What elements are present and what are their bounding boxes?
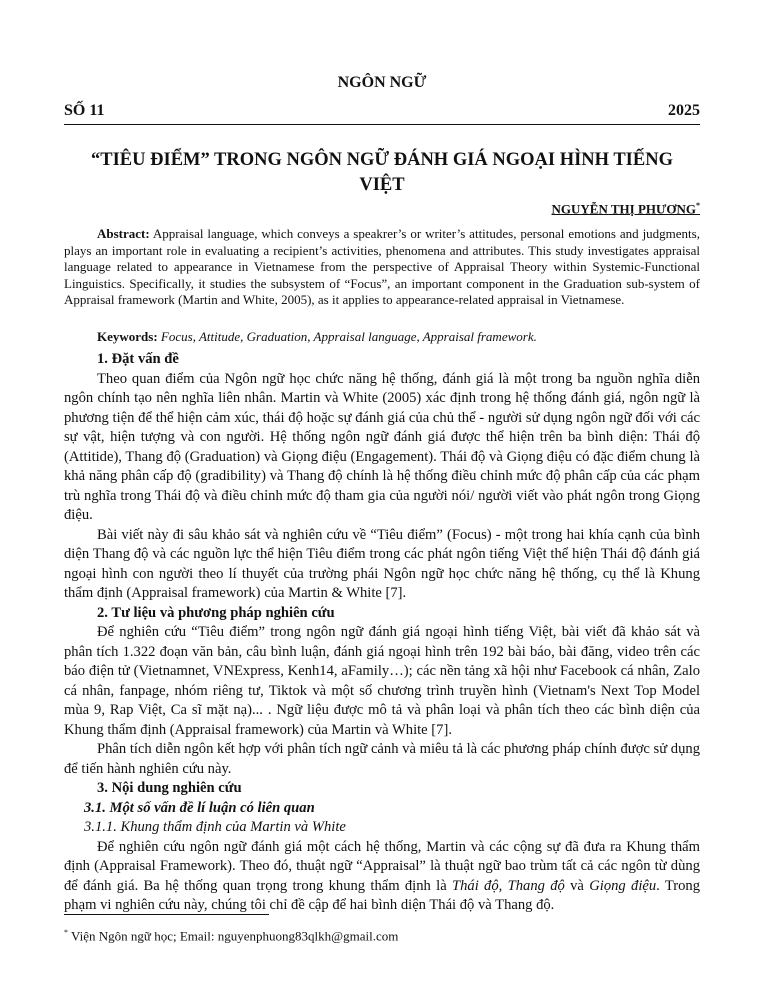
section-3-paragraph-1 xyxy=(64,838,700,916)
footnote xyxy=(64,928,398,944)
s3-text-c: . Trong phạm vi nghiên cứu này, chúng tôi chỉ đề cập để hai bình diện Thái độ và Thang độ. xyxy=(64,877,701,913)
footnote-rule xyxy=(64,914,269,915)
s3-italic-1: Thái độ, Thang độ xyxy=(451,877,565,894)
section-1-paragraph-1: Theo quan điểm của Ngôn ngữ học chức năng hệ thống, đánh giá là một trong ba nguồn nghĩa diễn ngôn chính tạo nên nghĩa liên nhân. Martin và White (2005) xác định trong hệ thống đánh giá, ngôn ngữ là phương tiện để thể hiện cảm xúc, thái độ hoặc sự đánh giá của chủ thể - người sử dụng ngôn ngữ đối với các sự vật, hiện tượng và con người. Hệ thống ngôn ngữ đánh giá được thể hiện trên ba bình diện: Thái độ (Attitide), Thang độ (Graduation) và Giọng điệu (Engagement). Thái độ và Giọng điệu có đặc điểm chung là khả năng phân cấp độ (gradibility) và Thang độ chính là hệ thống điều chỉnh mức độ phân cấp của các phạm trù nghĩa trong Thái độ và điều chỉnh mức độ tham gia của người nói/ người viết vào phát ngôn trong Giọng điệu. xyxy=(64,370,700,523)
section-3-heading: 3. Nội dung nghiên cứu xyxy=(97,780,242,796)
s3-italic-2: Giọng điệu xyxy=(589,877,657,894)
abstract-text: Appraisal language, which conveys a speakrer’s or writer’s attitudes, personal emotions and judgments, plays an important role in evaluating a recipient’s activities, phenomena and attributes. This study investigates appraisal language related to appearance in Vietnamese from the perspective of Appraisal Theory within Systemic-Functional Linguistics. Specifically, it studies the subsystem of “Focus”, an important component in the Graduation sub-system of Appraisal framework (Martin and White, 2005), as it applies to appearance-related appraisal in Vietnamese. xyxy=(64,226,700,307)
abstract-label: Abstract: xyxy=(97,226,150,241)
section-3-1-1-heading: 3.1.1. Khung thẩm định của Martin và White xyxy=(84,819,346,835)
author-footnote-mark: * xyxy=(696,201,700,210)
issue-line xyxy=(64,102,700,120)
keywords xyxy=(97,329,700,345)
issue-year: 2025 xyxy=(668,102,700,119)
journal-name: NGÔN NGỮ xyxy=(337,74,427,91)
author-name-text: NGUYỄN THỊ PHƯƠNG xyxy=(551,201,696,217)
section-3-1-heading: 3.1. Một số vấn đề lí luận có liên quan xyxy=(84,799,315,816)
keywords-text: Focus, Attitude, Graduation, Appraisal language, Appraisal framework. xyxy=(160,329,537,344)
section-1-paragraph-2: Bài viết này đi sâu khảo sát và nghiên cứu về “Tiêu điểm” (Focus) - một trong hai khía cạnh của bình diện Thang độ và các nguồn lực thể hiện Tiêu điểm trong các phát ngôn tiếng Việt thể hiện Thái độ đánh giá ngoại hình con người theo lí thuyết của trường phái Ngôn ngữ học chức năng hệ thống, cụ thể là Khung thẩm định (Appraisal framework) của Martin & White [7]. xyxy=(64,526,700,601)
footnote-mark: * xyxy=(64,928,68,937)
section-2-heading: 2. Tư liệu và phương pháp nghiên cứu xyxy=(97,604,335,621)
section-2-paragraph-1: Để nghiên cứu “Tiêu điểm” trong ngôn ngữ đánh giá ngoại hình tiếng Việt, bài viết đã khảo sát và phân tích 1.322 đoạn văn bản, câu bình luận, đánh giá ngoại hình trên 192 bài báo, bài đăng, video trên các báo điện tử (Vietnamnet, VNExpress, Kenh14, aFamily…); các nền tảng xã hội như Facebook cá nhân, Zalo cá nhân, fanpage, nhóm riêng tư, Tiktok và một số chương trình truyền hình (Vietnam's Next Top Model mùa 9, Rap Việt, Ca sĩ mặt nạ)... . Ngữ liệu được mô tả và phân loại và phân tích theo các bình diện của Khung thẩm định (Appraisal framework) của Martin và White [7]. xyxy=(64,624,700,738)
article-body xyxy=(64,350,700,916)
article-title: “TIÊU ĐIỂM” TRONG NGÔN NGỮ ĐÁNH GIÁ NGOẠI HÌNH TIẾNG VIỆT xyxy=(91,150,673,195)
section-2-paragraph-2: Phân tích diễn ngôn kết hợp với phân tích ngữ cảnh và miêu tả là các phương pháp chính được sử dụng để tiến hành nghiên cứu này. xyxy=(64,741,700,777)
section-1-heading: 1. Đặt vấn đề xyxy=(97,351,179,367)
s3-text-b: và xyxy=(564,877,590,894)
keywords-label: Keywords: xyxy=(97,329,158,344)
footnote-text: Viện Ngôn ngữ học; Email: nguyenphuong83qlkh@gmail.com xyxy=(68,928,399,944)
abstract xyxy=(64,226,700,309)
s3-text-a: Để nghiên cứu ngôn ngữ đánh giá một cách hệ thống, Martin và các cộng sự đã đưa ra Khung thẩm định (Appraisal Framework). Theo đó, thuật ngữ “Appraisal” là thuật ngữ bao trùm tất cả các ngôn từ dùng để đánh giá. Ba hệ thống quan trọng trong khung thẩm định là xyxy=(64,838,700,894)
author-name xyxy=(552,201,700,217)
header-rule xyxy=(64,124,700,125)
issue-number: SỐ 11 xyxy=(64,102,105,119)
